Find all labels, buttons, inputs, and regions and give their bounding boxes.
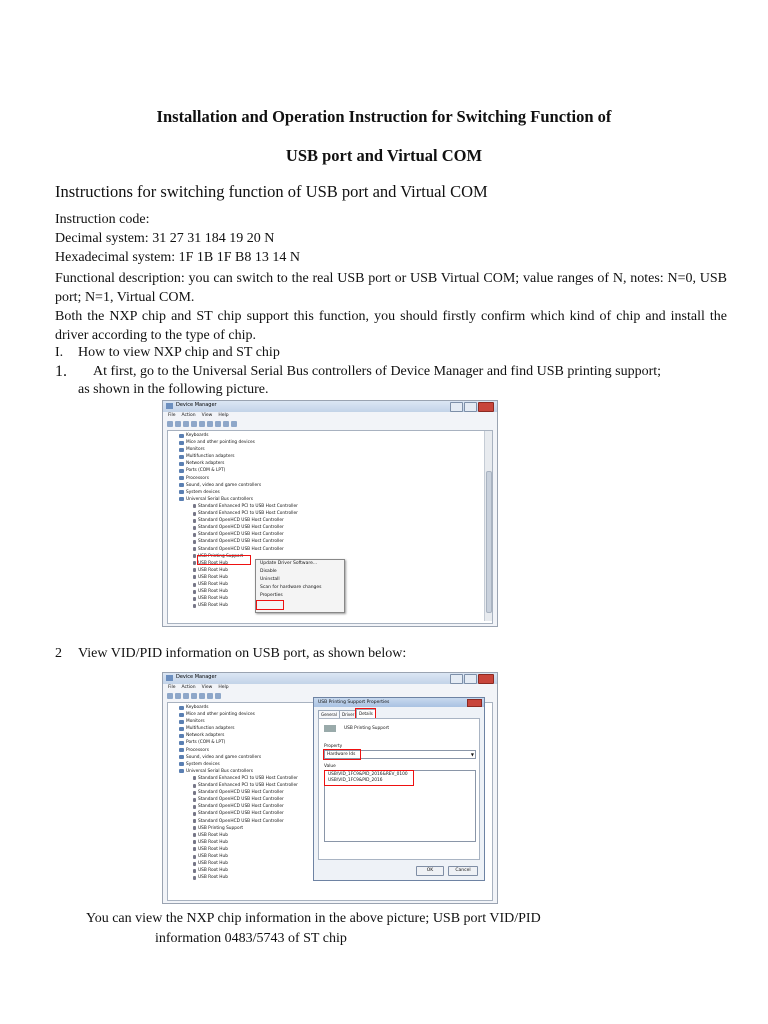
tree-item[interactable] <box>179 725 298 732</box>
menu-action[interactable]: Action <box>181 413 196 418</box>
tree-item-label: Processors <box>186 747 209 753</box>
tree-item[interactable] <box>179 704 298 711</box>
usb-device-icon <box>193 575 196 579</box>
value-item-2[interactable]: USB\VID_1FC9&PID_2016 <box>328 778 383 783</box>
disable-icon[interactable] <box>231 421 237 427</box>
toolbar <box>167 421 237 427</box>
chip-note: Both the NXP chip and ST chip support this function, you should firstly confirm which kind of chip and install the driver according to the type of chip. <box>55 309 727 343</box>
tree-item[interactable] <box>179 832 298 839</box>
tree-item[interactable] <box>179 782 298 789</box>
step1-line1: At first, go to the Universal Serial Bus controllers of Device Manager and find USB printing support; <box>93 364 662 379</box>
context-properties[interactable]: Properties <box>260 593 283 598</box>
tree-item-label: Multifunction adapters <box>186 726 235 732</box>
value-item-1[interactable]: USB\VID_1FC9&PID_2016&REV_0100 <box>328 772 408 777</box>
usb-device-icon <box>193 526 196 530</box>
scrollbar[interactable] <box>484 431 492 621</box>
hex-code: Hexadecimal system: 1F 1B 1F B8 13 14 N <box>55 250 300 265</box>
device-name: USB Printing Support <box>344 726 390 731</box>
view-icon[interactable] <box>191 421 197 427</box>
decimal-code: Decimal system: 31 27 31 184 19 20 N <box>55 231 275 246</box>
tab-general[interactable]: General <box>318 710 340 719</box>
tree-item[interactable] <box>179 825 298 832</box>
tree-item-label: USB Root Hub <box>198 868 228 874</box>
usb-device-icon <box>193 876 196 880</box>
usb-device-icon <box>193 583 196 587</box>
update-icon[interactable] <box>223 421 229 427</box>
tree-item-label: Standard OpenHCD USB Host Controller <box>198 525 284 531</box>
tree-item-label: Standard OpenHCD USB Host Controller <box>198 518 284 524</box>
close-button[interactable] <box>478 402 494 412</box>
highlight-property <box>323 749 361 760</box>
usb-device-icon <box>193 512 196 516</box>
usb-device-icon <box>193 554 196 558</box>
tree-item[interactable] <box>179 496 298 503</box>
doc-title-line2: USB port and Virtual COM <box>285 146 483 165</box>
tree-item[interactable] <box>179 747 298 754</box>
value-label: Value <box>324 764 336 769</box>
tree-item-label: Processors <box>186 475 209 481</box>
menu-action[interactable]: Action <box>181 685 196 690</box>
usb-device-icon <box>193 590 196 594</box>
tab-details[interactable]: Details <box>356 709 376 719</box>
usb-device-icon <box>193 597 196 601</box>
tree-item-label: Universal Serial Bus controllers <box>186 768 253 774</box>
view-icon[interactable] <box>191 693 197 699</box>
tree-item-label: USB Root Hub <box>198 875 228 881</box>
property-select-value: Hardware Ids <box>327 752 356 757</box>
usb-device-icon <box>193 519 196 523</box>
tree-item[interactable] <box>179 460 298 467</box>
highlight-hardware-ids <box>324 770 414 786</box>
tree-item-label: Ports (COM & LPT) <box>186 740 226 746</box>
tree-item-label: Universal Serial Bus controllers <box>186 496 253 502</box>
scan-icon[interactable] <box>215 693 221 699</box>
section-heading: Instructions for switching function of USB port and Virtual COM <box>55 182 488 201</box>
tree-item[interactable] <box>179 531 298 538</box>
usb-device-icon <box>193 561 196 565</box>
tree-item-label: Keyboards <box>186 705 209 710</box>
tree-item[interactable] <box>179 874 298 881</box>
tree-item[interactable] <box>179 732 298 739</box>
scrollbar-thumb[interactable] <box>486 471 492 613</box>
device-tree <box>179 704 298 881</box>
device-category-icon <box>179 455 184 459</box>
minimize-button[interactable] <box>450 402 463 412</box>
context-update-driver[interactable]: Update Driver Software... <box>260 561 318 566</box>
usb-device-icon <box>193 833 196 837</box>
tree-item-label: Mice and other pointing devices <box>186 712 255 718</box>
device-manager-screenshot-1 <box>162 400 498 627</box>
device-category-icon <box>179 769 184 773</box>
device-category-icon <box>179 734 184 738</box>
tree-item-label: Sound, video and game controllers <box>186 482 262 488</box>
device-category-icon <box>179 706 184 710</box>
tree-item[interactable] <box>179 846 298 853</box>
tree-item-label: USB Printing Support <box>198 553 244 559</box>
menu-view[interactable]: View <box>201 413 213 418</box>
device-category-icon <box>179 720 184 724</box>
tree-item-label: Standard Enhanced PCI to USB Host Controller <box>198 511 298 517</box>
tree-item[interactable] <box>179 818 298 825</box>
help-icon[interactable] <box>199 421 205 427</box>
tree-item-label: Mice and other pointing devices <box>186 440 255 446</box>
usb-device-icon <box>193 533 196 537</box>
step2-text: View VID/PID information on USB port, as shown below: <box>78 646 407 661</box>
tree-item-label: USB Root Hub <box>198 832 228 838</box>
usb-device-icon <box>193 798 196 802</box>
forward-icon[interactable] <box>175 421 181 427</box>
tree-item-label: Standard OpenHCD USB Host Controller <box>198 546 284 552</box>
usb-device-icon <box>193 547 196 551</box>
tree-item[interactable] <box>179 432 298 439</box>
device-category-icon <box>179 490 184 494</box>
tree-item-label: USB Root Hub <box>198 861 228 867</box>
tree-item-label: USB Root Hub <box>198 853 228 859</box>
device-category-icon <box>179 483 184 487</box>
tree-item[interactable] <box>179 739 298 746</box>
tree-item-label: Sound, video and game controllers <box>186 754 262 760</box>
monitor-icon[interactable] <box>207 421 213 427</box>
toolbar <box>167 693 221 699</box>
tree-item[interactable] <box>179 867 298 874</box>
tree-item[interactable] <box>179 775 298 782</box>
tree-item-label: Network adapters <box>186 733 225 739</box>
forward-icon[interactable] <box>175 693 181 699</box>
tree-item[interactable] <box>179 517 298 524</box>
dialog-close-button[interactable] <box>467 699 482 707</box>
usb-device-icon <box>193 812 196 816</box>
device-manager-screenshot-2 <box>162 672 498 904</box>
menu-file[interactable]: File <box>168 685 176 690</box>
tree-icon[interactable] <box>183 421 189 427</box>
step2-number: 2 <box>55 646 62 661</box>
menu-view[interactable]: View <box>201 685 213 690</box>
window-title: Device Manager <box>176 674 217 680</box>
tree-item[interactable] <box>179 546 298 553</box>
usb-device-icon <box>193 819 196 823</box>
usb-device-icon <box>193 847 196 851</box>
tree-item[interactable] <box>179 453 298 460</box>
menu-file[interactable]: File <box>168 413 176 418</box>
device-category-icon <box>179 462 184 466</box>
tree-item-label: Standard OpenHCD USB Host Controller <box>198 797 284 803</box>
maximize-button[interactable] <box>464 674 477 684</box>
tree-item-label: Standard OpenHCD USB Host Controller <box>198 539 284 545</box>
step1-number: 1. <box>55 363 67 380</box>
usb-device-icon <box>193 862 196 866</box>
tree-item[interactable] <box>179 538 298 545</box>
step1-line2: as shown in the following picture. <box>78 382 269 397</box>
tree-item[interactable] <box>179 482 298 489</box>
device-category-icon <box>179 434 184 438</box>
section-i-number: I. <box>55 345 64 360</box>
tree-item-label: Standard Enhanced PCI to USB Host Controller <box>198 775 298 781</box>
tree-item-label: USB Root Hub <box>198 589 228 595</box>
tree-item[interactable] <box>179 524 298 531</box>
close-button[interactable] <box>478 674 494 684</box>
tree-item-label: USB Root Hub <box>198 574 228 580</box>
tree-item-label: USB Root Hub <box>198 596 228 602</box>
ok-button[interactable]: OK <box>416 866 444 876</box>
tree-item-label: USB Root Hub <box>198 560 228 566</box>
tree-item[interactable] <box>179 789 298 796</box>
tree-item-label: Standard OpenHCD USB Host Controller <box>198 790 284 796</box>
tree-item-label: USB Root Hub <box>198 846 228 852</box>
usb-device-icon <box>193 855 196 859</box>
menu-help[interactable]: Help <box>218 685 229 690</box>
device-category-icon <box>179 762 184 766</box>
tree-item-label: USB Root Hub <box>198 567 228 573</box>
usb-device-icon <box>193 840 196 844</box>
printer-icon <box>324 725 336 732</box>
tree-item[interactable] <box>179 860 298 867</box>
usb-device-icon <box>193 504 196 508</box>
device-category-icon <box>179 741 184 745</box>
tree-item[interactable] <box>179 810 298 817</box>
usb-device-icon <box>193 791 196 795</box>
tree-item-label: Standard OpenHCD USB Host Controller <box>198 532 284 538</box>
device-category-icon <box>179 497 184 501</box>
tree-item[interactable] <box>179 839 298 846</box>
section-i-text: How to view NXP chip and ST chip <box>78 345 280 360</box>
tree-item[interactable] <box>179 475 298 482</box>
window-title: Device Manager <box>176 402 217 408</box>
tree-item[interactable] <box>179 718 298 725</box>
menu-help[interactable]: Help <box>218 413 229 418</box>
usb-device-icon <box>193 540 196 544</box>
tree-item-label: USB Root Hub <box>198 581 228 587</box>
tree-item[interactable] <box>179 796 298 803</box>
dialog-title: USB Printing Support Properties <box>318 700 390 705</box>
property-label: Property <box>324 744 343 749</box>
highlight-usb-printing-support <box>197 555 251 565</box>
tree-item-label: Standard OpenHCD USB Host Controller <box>198 811 284 817</box>
context-scan[interactable]: Scan for hardware changes <box>260 585 322 590</box>
back-icon[interactable] <box>167 421 173 427</box>
tree-item-label: Multifunction adapters <box>186 454 235 460</box>
tree-item-label: Network adapters <box>186 461 225 467</box>
device-category-icon <box>179 469 184 473</box>
context-disable[interactable]: Disable <box>260 569 277 574</box>
cancel-button[interactable]: Cancel <box>448 866 478 876</box>
maximize-button[interactable] <box>464 402 477 412</box>
properties-dialog <box>313 697 485 881</box>
tree-item-label: Keyboards <box>186 433 209 438</box>
tree-item-label: USB Printing Support <box>198 825 244 831</box>
tree-item[interactable] <box>179 761 298 768</box>
tree-item[interactable] <box>179 503 298 510</box>
doc-title-line1: Installation and Operation Instruction for Switching Function of <box>156 107 612 126</box>
tree-item[interactable] <box>179 803 298 810</box>
tree-item[interactable] <box>179 446 298 453</box>
back-icon[interactable] <box>167 693 173 699</box>
tree-item[interactable] <box>179 853 298 860</box>
tree-item-label: Monitors <box>186 719 205 725</box>
device-category-icon <box>179 748 184 752</box>
tab-driver[interactable]: Driver <box>339 710 357 719</box>
usb-device-icon <box>193 826 196 830</box>
tree-item-label: Standard Enhanced PCI to USB Host Controller <box>198 783 298 789</box>
scan-icon[interactable] <box>215 421 221 427</box>
tree-item-label: System devices <box>186 489 220 495</box>
chevron-down-icon: ▼ <box>470 752 474 757</box>
tree-item[interactable] <box>179 489 298 496</box>
minimize-button[interactable] <box>450 674 463 684</box>
device-category-icon <box>179 441 184 445</box>
usb-device-icon <box>193 784 196 788</box>
device-category-icon <box>179 448 184 452</box>
tree-item-label: System devices <box>186 761 220 767</box>
closing-line1: You can view the NXP chip information in the above picture; USB port VID/PID <box>86 911 541 926</box>
usb-device-icon <box>193 869 196 873</box>
instruction-code-label: Instruction code: <box>55 212 150 227</box>
context-uninstall[interactable]: Uninstall <box>260 577 280 582</box>
closing-line2: information 0483/5743 of ST chip <box>155 931 347 946</box>
tree-item-label: Ports (COM & LPT) <box>186 468 226 474</box>
tree-item[interactable] <box>179 754 298 761</box>
device-category-icon <box>179 755 184 759</box>
device-category-icon <box>179 713 184 717</box>
tree-item[interactable] <box>179 768 298 775</box>
tree-item-label: Standard OpenHCD USB Host Controller <box>198 818 284 824</box>
highlight-properties <box>256 600 284 610</box>
help-icon[interactable] <box>199 693 205 699</box>
usb-device-icon <box>193 805 196 809</box>
tree-item-label: USB Root Hub <box>198 839 228 845</box>
tree-item[interactable] <box>179 439 298 446</box>
usb-device-icon <box>193 776 196 780</box>
device-category-icon <box>179 476 184 480</box>
tree-item[interactable] <box>179 467 298 474</box>
functional-description: Functional description: you can switch to the real USB port or USB Virtual COM; value ranges of N, notes: N=0, USB port; N=1, Virtual COM. <box>55 271 727 305</box>
tree-item[interactable] <box>179 510 298 517</box>
device-manager-icon <box>166 403 173 409</box>
tree-item-label: Standard Enhanced PCI to USB Host Controller <box>198 503 298 509</box>
tree-item-label: USB Root Hub <box>198 603 228 609</box>
monitor-icon[interactable] <box>207 693 213 699</box>
device-category-icon <box>179 727 184 731</box>
tree-item-label: Standard OpenHCD USB Host Controller <box>198 804 284 810</box>
tree-item-label: Monitors <box>186 447 205 453</box>
device-manager-icon <box>166 675 173 681</box>
tree-item[interactable] <box>179 711 298 718</box>
usb-device-icon <box>193 568 196 572</box>
usb-device-icon <box>193 604 196 608</box>
tree-icon[interactable] <box>183 693 189 699</box>
